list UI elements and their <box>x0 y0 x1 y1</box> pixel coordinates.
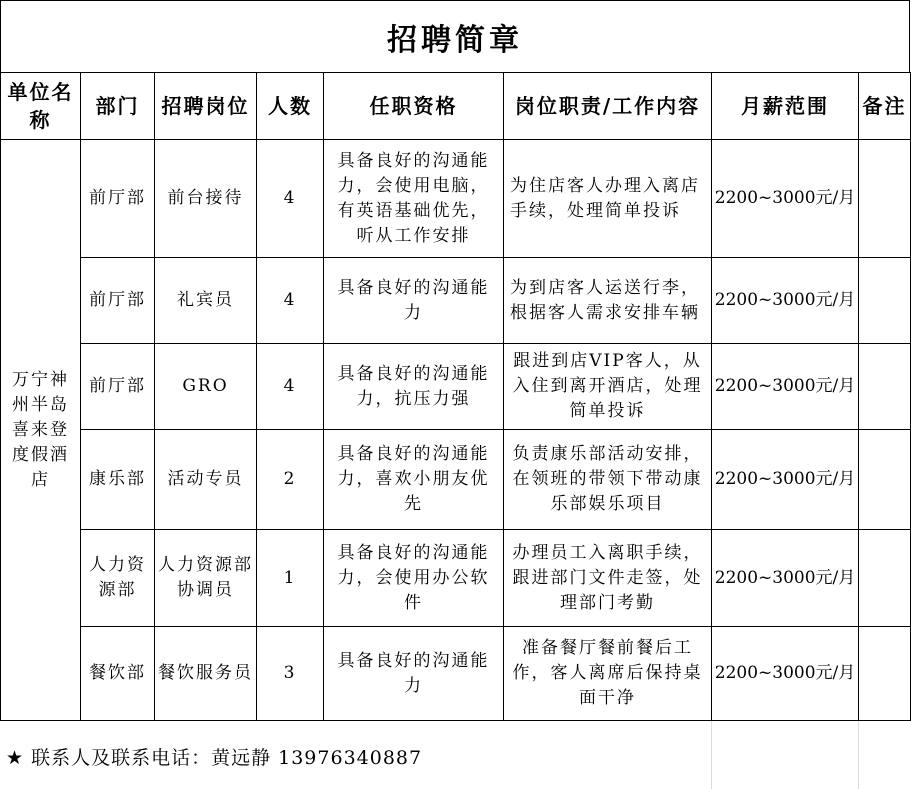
contact-footer <box>0 721 911 789</box>
table-row <box>1 140 911 258</box>
header-dept: 部门 <box>81 73 155 140</box>
dept-cell: 人力资源部 <box>81 530 155 627</box>
salary-cell: 2200~3000元/月 <box>712 627 859 721</box>
header-salary: 月薪范围 <box>712 73 859 140</box>
salary-cell: 2200~3000元/月 <box>712 430 859 530</box>
note-cell <box>859 530 911 627</box>
position-cell: 前台接待 <box>155 140 257 258</box>
contact-text: 联系人及联系电话：黄远静 13976340887 <box>31 747 423 769</box>
note-cell <box>859 430 911 530</box>
salary-cell: 2200~3000元/月 <box>712 140 859 258</box>
note-cell <box>859 258 911 344</box>
company-name-cell: 万宁神州半岛喜来登度假酒店 <box>1 140 81 721</box>
header-qualification: 任职资格 <box>324 73 504 140</box>
header-company: 单位名称 <box>1 73 81 140</box>
table-row <box>1 530 911 627</box>
star-icon: ★ <box>6 747 25 769</box>
salary-cell: 2200~3000元/月 <box>712 344 859 430</box>
header-count: 人数 <box>257 73 324 140</box>
qualification-cell: 具备良好的沟通能力，抗压力强 <box>324 344 504 430</box>
table-row <box>1 430 911 530</box>
duty-cell: 办理员工入离职手续，跟进部门文件走签，处理部门考勤 <box>504 530 712 627</box>
table-row <box>1 344 911 430</box>
dept-cell: 康乐部 <box>81 430 155 530</box>
dept-cell: 前厅部 <box>81 344 155 430</box>
count-cell: 4 <box>257 344 324 430</box>
duty-cell: 为住店客人办理入离店手续，处理简单投诉 <box>504 140 712 258</box>
position-cell: 活动专员 <box>155 430 257 530</box>
qualification-cell: 具备良好的沟通能力 <box>324 627 504 721</box>
salary-cell: 2200~3000元/月 <box>712 530 859 627</box>
position-cell: 礼宾员 <box>155 258 257 344</box>
count-cell: 4 <box>257 140 324 258</box>
qualification-cell: 具备良好的沟通能力，会使用电脑，有英语基础优先，听从工作安排 <box>324 140 504 258</box>
header-note: 备注 <box>859 73 911 140</box>
duty-cell: 跟进到店VIP客人，从入住到离开酒店，处理简单投诉 <box>504 344 712 430</box>
dept-cell: 餐饮部 <box>81 627 155 721</box>
note-cell <box>859 627 911 721</box>
qualification-cell: 具备良好的沟通能力，会使用办公软件 <box>324 530 504 627</box>
table-row <box>1 627 911 721</box>
count-cell: 4 <box>257 258 324 344</box>
table-row <box>1 258 911 344</box>
dept-cell: 前厅部 <box>81 258 155 344</box>
count-cell: 3 <box>257 627 324 721</box>
gridline-divider <box>858 721 859 789</box>
duty-cell: 准备餐厅餐前餐后工作，客人离席后保持桌面干净 <box>504 627 712 721</box>
document-title: 招聘简章 <box>0 0 910 72</box>
qualification-cell: 具备良好的沟通能力 <box>324 258 504 344</box>
salary-cell: 2200~3000元/月 <box>712 258 859 344</box>
position-cell: 人力资源部协调员 <box>155 530 257 627</box>
qualification-cell: 具备良好的沟通能力，喜欢小朋友优先 <box>324 430 504 530</box>
position-cell: 餐饮服务员 <box>155 627 257 721</box>
table-header-row <box>1 73 911 140</box>
header-position: 招聘岗位 <box>155 73 257 140</box>
note-cell <box>859 344 911 430</box>
contact-line <box>6 743 422 770</box>
position-cell: GRO <box>155 344 257 430</box>
duty-cell: 负责康乐部活动安排，在领班的带领下带动康乐部娱乐项目 <box>504 430 712 530</box>
dept-cell: 前厅部 <box>81 140 155 258</box>
count-cell: 1 <box>257 530 324 627</box>
recruitment-table <box>0 72 911 721</box>
gridline-divider <box>711 721 712 789</box>
note-cell <box>859 140 911 258</box>
duty-cell: 为到店客人运送行李，根据客人需求安排车辆 <box>504 258 712 344</box>
count-cell: 2 <box>257 430 324 530</box>
header-duty: 岗位职责/工作内容 <box>504 73 712 140</box>
